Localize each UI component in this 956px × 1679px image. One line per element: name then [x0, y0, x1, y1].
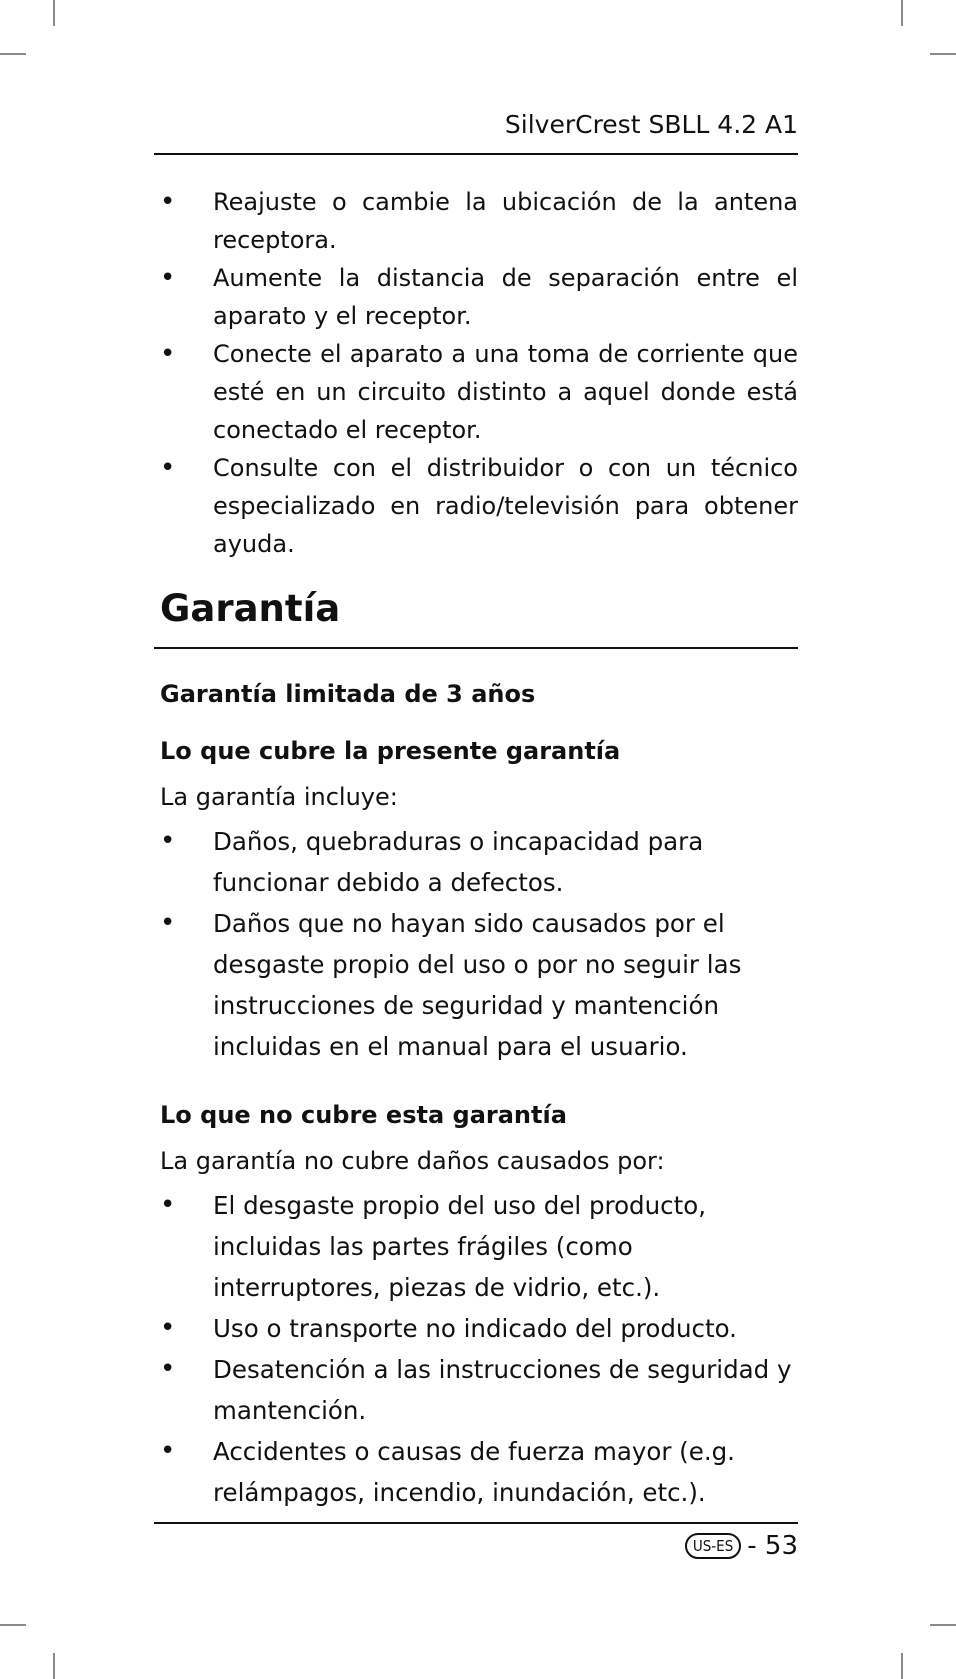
- list-item: • Uso o transporte no indicado del producto.: [154, 1308, 798, 1349]
- crop-mark: [901, 0, 903, 26]
- running-header: SilverCrest SBLL 4.2 A1: [504, 110, 798, 139]
- interference-list: [154, 183, 798, 563]
- crop-mark: [0, 1624, 26, 1626]
- page-footer: [685, 1531, 798, 1561]
- crop-mark: [53, 0, 55, 26]
- list-item: • Daños, quebraduras o incapacidad para funcionar debido a defectos.: [154, 821, 798, 903]
- list-item: • Conecte el aparato a una toma de corriente que esté en un circuito distinto a aquel donde está conectado el receptor.: [154, 335, 798, 449]
- section-title: Garantía: [160, 587, 341, 630]
- not-covered-intro: La garantía no cubre daños causados por:: [160, 1147, 665, 1175]
- list-item: • Accidentes o causas de fuerza mayor (e.g. relámpagos, incendio, inundación, etc.).: [154, 1431, 798, 1513]
- crop-mark: [53, 1653, 55, 1679]
- crop-mark: [930, 53, 956, 55]
- covered-intro: La garantía incluye:: [160, 783, 398, 811]
- crop-mark: [901, 1653, 903, 1679]
- not-covered-list: [154, 1185, 798, 1513]
- list-item: • Daños que no hayan sido causados por el desgaste propio del uso o por no seguir las instrucciones de seguridad y mantención incluidas en el manual para el usuario.: [154, 903, 798, 1067]
- list-item: • Aumente la distancia de separación entre el aparato y el receptor.: [154, 259, 798, 335]
- list-item: • Desatención a las instrucciones de seguridad y mantención.: [154, 1349, 798, 1431]
- crop-mark: [930, 1624, 956, 1626]
- not-covered-heading: Lo que no cubre esta garantía: [160, 1101, 567, 1129]
- list-item: • Consulte con el distribuidor o con un técnico especializado en radio/televisión para obtener ayuda.: [154, 449, 798, 563]
- list-item: • El desgaste propio del uso del producto, incluidas las partes frágiles (como interruptores, piezas de vidrio, etc.).: [154, 1185, 798, 1308]
- subsection-title: Garantía limitada de 3 años: [160, 680, 536, 708]
- language-badge: US-ES: [685, 1533, 741, 1559]
- section-rule: [154, 647, 798, 649]
- header-rule: [154, 153, 798, 155]
- list-item: • Reajuste o cambie la ubicación de la antena receptora.: [154, 183, 798, 259]
- covered-heading: Lo que cubre la presente garantía: [160, 737, 621, 765]
- footer-rule: [154, 1522, 798, 1524]
- covered-list: [154, 821, 798, 1067]
- page-number: - 53: [747, 1531, 798, 1561]
- crop-mark: [0, 53, 26, 55]
